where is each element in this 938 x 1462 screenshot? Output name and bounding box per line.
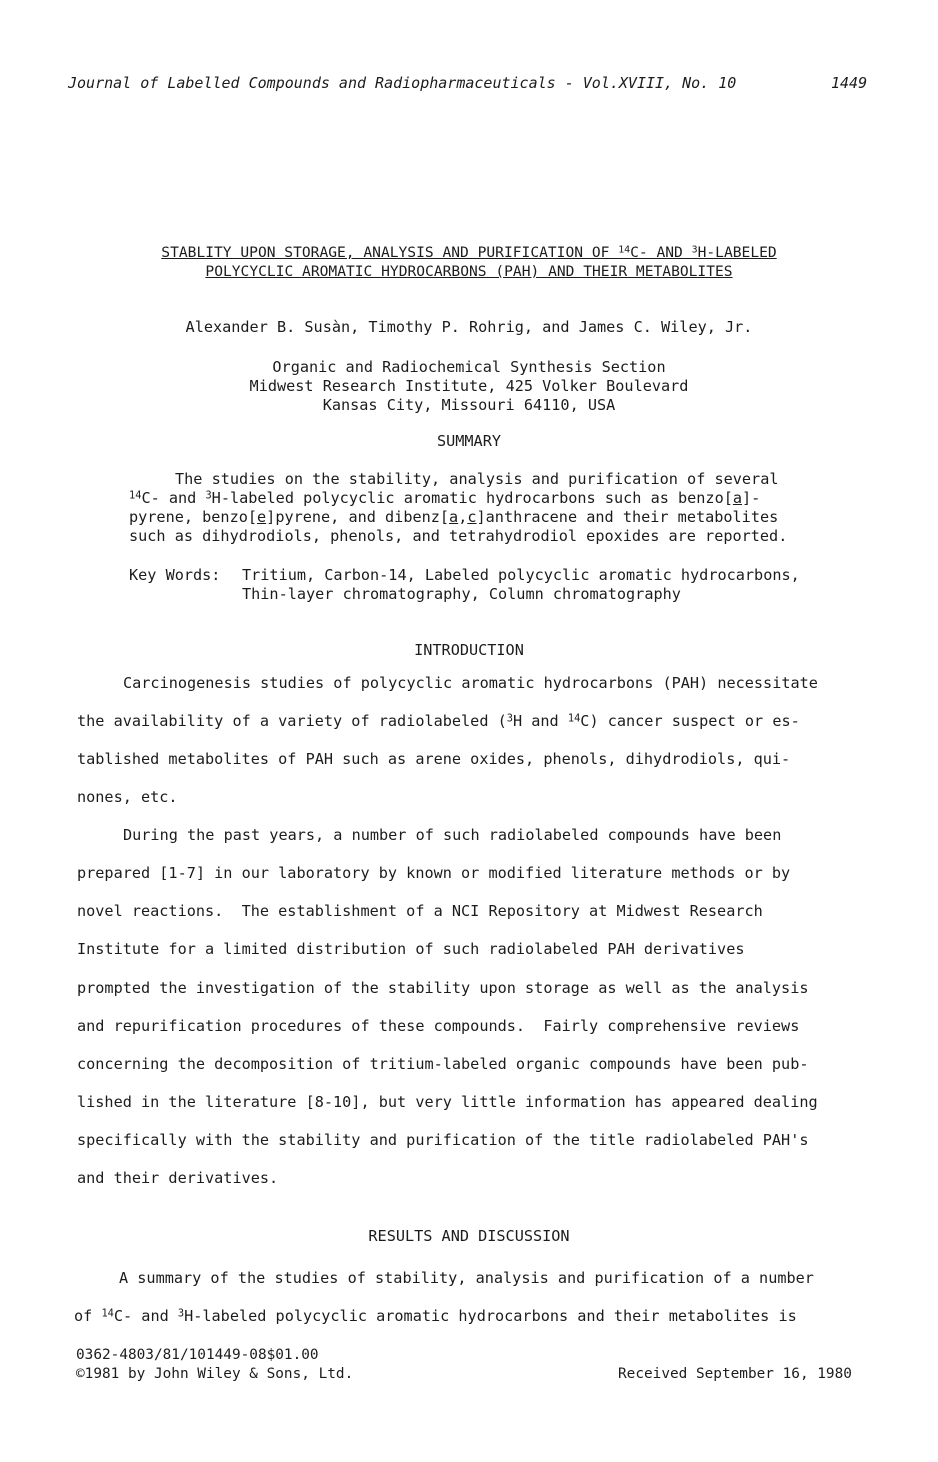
summary-line-4: such as dihydrodiols, phenols, and tetrahydrodiol epoxides are reported.: [129, 527, 788, 545]
summary-line-1: The studies on the stability, analysis and purification of several: [175, 470, 779, 488]
title-line-2: POLYCYCLIC AROMATIC HYDROCARBONS (PAH) AND THEIR METABOLITES: [205, 263, 733, 280]
intro-p2-line-7: concerning the decomposition of tritium-labeled organic compounds have been pub-: [77, 1055, 809, 1073]
intro-p2-line-9: specifically with the stability and purification of the title radiolabeled PAH's: [77, 1131, 809, 1149]
results-line-2: of $^{14}$C- and $^3$H-labeled polycyclic aromatic hydrocarbons and their metabolites is: [74, 1307, 797, 1325]
intro-p1-line-2: the availability of a variety of radiolabeled ($^3$H and $^{14}$C) cancer suspect or es-: [77, 712, 800, 730]
title-line-1: STABLITY UPON STORAGE, ANALYSIS AND PURIFICATION OF $^{14}$C- AND $^3$H-LABELED: [161, 244, 777, 261]
intro-p2-line-3: novel reactions. The establishment of a NCI Repository at Midwest Research: [77, 902, 763, 920]
affiliation-line-3: Kansas City, Missouri 64110, USA: [322, 396, 616, 414]
keywords-label: Key Words:: [129, 566, 221, 584]
keywords-line-1: Tritium, Carbon-14, Labeled polycyclic aromatic hydrocarbons,: [242, 566, 800, 584]
intro-p2-line-5: prompted the investigation of the stability upon storage as well as the analysis: [77, 979, 809, 997]
article-code: 0362-4803/81/101449-08$01.00: [76, 1347, 319, 1363]
copyright: ©1981 by John Wiley & Sons, Ltd.: [76, 1366, 354, 1382]
results-line-1: A summary of the studies of stability, analysis and purification of a number: [119, 1269, 814, 1287]
authors: Alexander B. Susàn, Timothy P. Rohrig, and James C. Wiley, Jr.: [185, 318, 753, 336]
summary-line-2: $^{14}$C- and $^3$H-labeled polycyclic aromatic hydrocarbons such as benzo[a]-: [129, 489, 761, 507]
summary-line-3: pyrene, benzo[e]pyrene, and dibenz[a,c]anthracene and their metabolites: [129, 508, 779, 526]
intro-p2-line-10: and their derivatives.: [77, 1169, 279, 1187]
intro-p1-line-4: nones, etc.: [77, 788, 178, 806]
results-heading: RESULTS AND DISCUSSION: [368, 1227, 570, 1245]
intro-p2-line-1: During the past years, a number of such radiolabeled compounds have been: [123, 826, 782, 844]
intro-p2-line-4: Institute for a limited distribution of such radiolabeled PAH derivatives: [77, 940, 745, 958]
summary-heading: SUMMARY: [436, 432, 501, 450]
intro-p1-line-1: Carcinogenesis studies of polycyclic aromatic hydrocarbons (PAH) necessitate: [123, 674, 818, 692]
introduction-heading: INTRODUCTION: [414, 641, 524, 659]
received-date: Received September 16, 1980: [618, 1366, 852, 1382]
keywords-line-2: Thin-layer chromatography, Column chromatography: [242, 585, 681, 603]
intro-p2-line-6: and repurification procedures of these compounds. Fairly comprehensive reviews: [77, 1017, 800, 1035]
intro-p2-line-8: lished in the literature [8-10], but very little information has appeared dealing: [77, 1093, 818, 1111]
affiliation-line-2: Midwest Research Institute, 425 Volker Boulevard: [249, 377, 689, 395]
page-number: 1449: [831, 74, 868, 92]
affiliation-line-1: Organic and Radiochemical Synthesis Section: [272, 358, 666, 376]
intro-p2-line-2: prepared [1-7] in our laboratory by known or modified literature methods or by: [77, 864, 791, 882]
journal-header: Journal of Labelled Compounds and Radiopharmaceuticals - Vol.XVIII, No. 10: [68, 74, 737, 92]
intro-p1-line-3: tablished metabolites of PAH such as arene oxides, phenols, dihydrodiols, qui-: [77, 750, 791, 768]
